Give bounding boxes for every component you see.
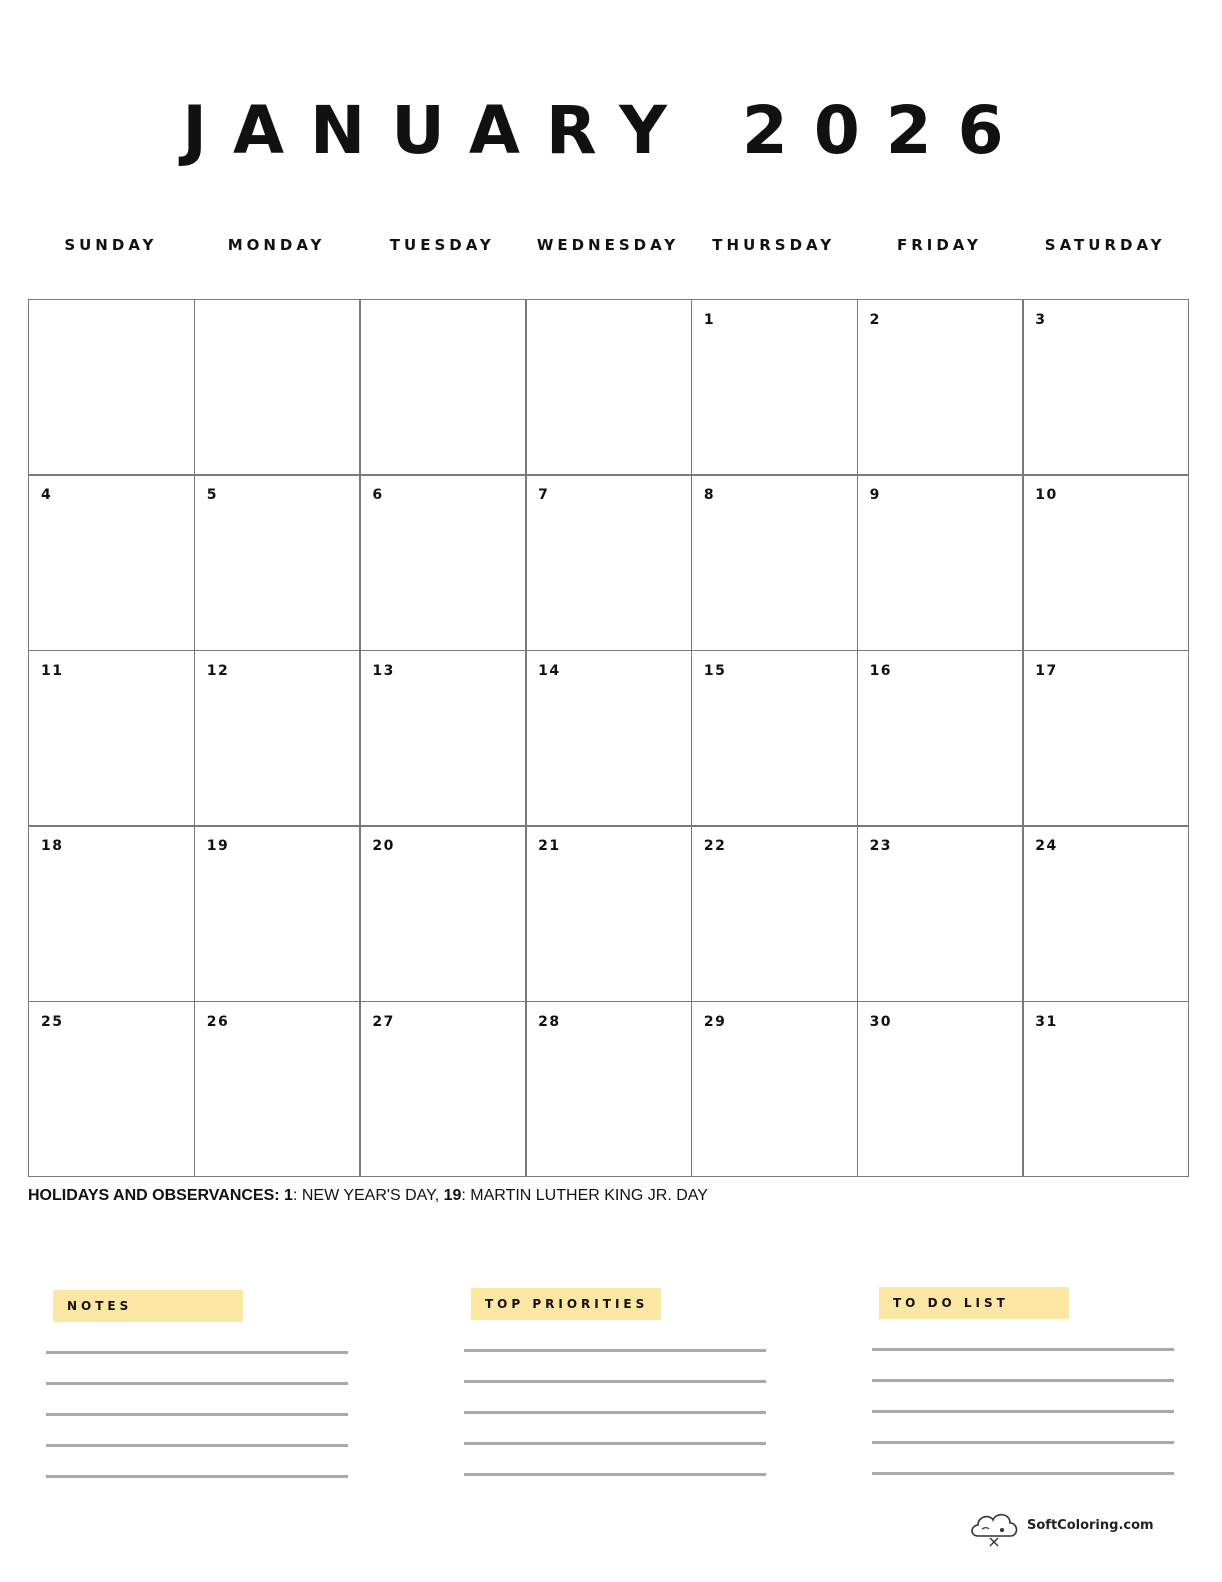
day-number: 5 [206,487,218,504]
day-cell-30[interactable] [857,1001,1024,1178]
top-priorities-line[interactable] [464,1411,766,1414]
weekday-header-row [28,236,1188,256]
day-number: 16 [869,662,893,679]
day-cell-15[interactable] [691,650,858,827]
day-number: 23 [869,838,893,855]
page-title: JANUARY 2026 [182,92,1030,169]
day-cell-25[interactable] [28,1001,195,1178]
day-cell-16[interactable] [857,650,1024,827]
to-do-list-line[interactable] [872,1441,1174,1444]
to-do-list-label: TO DO LIST [879,1287,1069,1319]
day-cell-14[interactable] [525,650,692,827]
notes-line[interactable] [46,1413,348,1416]
holiday-day: 19 [443,1187,462,1204]
day-cell-12[interactable] [194,650,361,827]
day-cell-2[interactable] [857,299,1024,476]
day-number: 31 [1035,1013,1058,1030]
notes-line[interactable] [46,1444,348,1447]
brand-watermark [968,1506,1168,1552]
empty-day-cell[interactable] [359,299,526,476]
day-cell-27[interactable] [359,1001,526,1178]
notes-line[interactable] [46,1382,348,1385]
day-cell-4[interactable] [28,474,195,651]
day-number: 2 [869,312,881,328]
day-cell-24[interactable] [1022,825,1189,1002]
holiday-day: 1 [284,1187,293,1204]
day-number: 13 [372,662,395,679]
holidays-and-observances: HOLIDAYS AND OBSERVANCES: 1: NEW YEAR'S DAY, 19: MARTIN LUTHER KING JR. DAY [28,1187,708,1204]
day-cell-28[interactable] [525,1001,692,1178]
day-number: 25 [41,1013,64,1030]
day-number: 7 [538,487,550,504]
day-cell-5[interactable] [194,474,361,651]
holiday-name: NEW YEAR'S DAY [301,1187,435,1204]
weekday-tuesday: TUESDAY [389,236,495,254]
weekday-wednesday: WEDNESDAY [536,236,680,254]
calendar-grid [28,299,1188,1176]
day-cell-8[interactable] [691,474,858,651]
day-number: 6 [372,487,384,504]
day-cell-6[interactable] [359,474,526,651]
top-priorities-line[interactable] [464,1442,766,1445]
to-do-list-line[interactable] [872,1379,1174,1382]
cloud-logo-icon [968,1506,1022,1552]
day-cell-9[interactable] [857,474,1024,651]
day-cell-1[interactable] [691,299,858,476]
day-number: 27 [372,1013,395,1030]
holidays-label: HOLIDAYS AND OBSERVANCES: [28,1187,280,1204]
top-priorities-line[interactable] [464,1349,766,1352]
day-cell-11[interactable] [28,650,195,827]
day-cell-19[interactable] [194,825,361,1002]
day-number: 21 [538,838,561,855]
day-cell-17[interactable] [1022,650,1189,827]
day-number: 9 [869,487,881,504]
weekday-thursday: THURSDAY [712,236,836,254]
day-number: 18 [41,838,64,855]
day-number: 26 [206,1013,230,1030]
day-number: 22 [703,838,727,855]
top-priorities-line[interactable] [464,1473,766,1476]
top-priorities-label: TOP PRIORITIES [471,1288,661,1320]
empty-day-cell[interactable] [28,299,195,476]
notes-line[interactable] [46,1475,348,1478]
day-number: 19 [206,838,230,855]
day-number: 12 [206,662,230,679]
day-cell-22[interactable] [691,825,858,1002]
day-number: 28 [538,1013,561,1030]
day-number: 4 [41,487,53,504]
day-cell-7[interactable] [525,474,692,651]
day-cell-20[interactable] [359,825,526,1002]
day-number: 15 [703,662,727,679]
top-priorities-line[interactable] [464,1380,766,1383]
day-cell-31[interactable] [1022,1001,1189,1178]
brand-text: SoftColoring.com [1027,1518,1154,1533]
notes-label: NOTES [53,1290,243,1322]
day-number: 3 [1035,312,1047,328]
day-cell-21[interactable] [525,825,692,1002]
notes-line[interactable] [46,1351,348,1354]
day-cell-26[interactable] [194,1001,361,1178]
day-number: 30 [869,1013,893,1030]
day-cell-29[interactable] [691,1001,858,1178]
empty-day-cell[interactable] [525,299,692,476]
day-cell-13[interactable] [359,650,526,827]
to-do-list-line[interactable] [872,1348,1174,1351]
day-cell-23[interactable] [857,825,1024,1002]
holiday-name: MARTIN LUTHER KING JR. DAY [470,1187,708,1204]
weekday-monday: MONDAY [227,236,326,254]
day-cell-3[interactable] [1022,299,1189,476]
empty-day-cell[interactable] [194,299,361,476]
day-number: 8 [703,487,716,504]
to-do-list-line[interactable] [872,1472,1174,1475]
to-do-list-line[interactable] [872,1410,1174,1413]
day-number: 1 [703,312,716,328]
day-number: 14 [538,662,561,679]
day-number: 20 [372,838,395,855]
day-number: 10 [1035,487,1058,504]
weekday-friday: FRIDAY [896,236,982,254]
day-number: 11 [41,662,64,679]
weekday-saturday: SATURDAY [1044,236,1166,254]
day-cell-10[interactable] [1022,474,1189,651]
day-cell-18[interactable] [28,825,195,1002]
day-number: 29 [703,1013,727,1030]
weekday-sunday: SUNDAY [64,236,158,254]
day-number: 17 [1035,662,1058,679]
day-number: 24 [1035,838,1058,855]
